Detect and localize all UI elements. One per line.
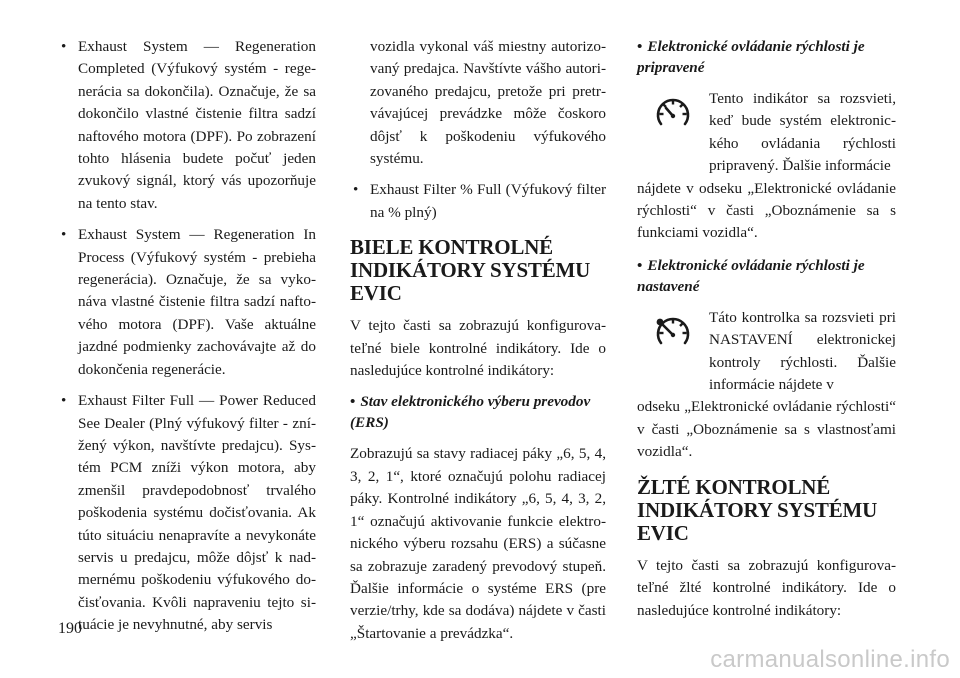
page-number: 190 [58,620,82,637]
subsection-heading-text: Elektronické ovládanie rýchlosti je pripravené [637,38,865,76]
indicator-block-cruise-set [637,307,896,397]
indicator-block-cruise-ready [637,88,896,178]
cruise-set-icon [637,307,709,377]
bullet-icon: • [637,38,643,55]
list-item: • Exhaust System — Regeneration In Process (Výfukový systém - prebieha regenerácia). Označuje, že sa vykonáva vlastné čistenie filtra sadzí naftového motora (DPF). Vaše aktuálne jazdné podmienky zachovávajte až do dokončenia regenerácie. [58,224,316,381]
indicator-description-continued: nájdete v odseku „Elektronické ovládanie rýchlosti“ v časti „Oboznámenie sa s funkciami vozidla“. [637,179,896,242]
bullet-icon: • [350,393,356,411]
indicator-description-continued: odseku „Elektronické ovládanie rýchlosti“ v časti „Oboznámenie sa s vlastnosťami vozidla“. [637,398,896,461]
list-item: • Exhaust Filter Full — Power Reduced See Dealer (Plný výfukový filter - znížený výkon, navštívte predajcu). Systém PCM zníži výkon motora, aby zmenšil pravdepodobnosť trvalého poškodenia systému dočisťovania. Ak túto situáciu nenapravíte a nevykonáte servis u predajcu, môže dôjsť k nadmernému poškodeniu výfukového dočisťovania. Kvôli napraveniu tejto situácie je nevyhnutné, aby servis [58,390,316,636]
section-heading-yellow-indicators: ŽLTÉ KONTROLNÉ INDIKÁTORY SYSTÉMU EVIC [637,474,878,545]
subsection-heading-cruise-set [637,255,896,297]
list-item: • Exhaust System — Regeneration Completed (Výfukový systém - regenerácia sa dokončila). Označuje, že sa dokončilo vlastné čistenie filtra sadzí naftového motora (DPF). Po zobrazení tohto hlásenia budete počuť jeden zvukový signál, ktorý vás upozorňuje na tento stav. [58,36,316,215]
list-item-continuation: vozidla vykonal váš miestny autorizovaný predajca. Navštívte vášho autorizovaného predajcu, pretože pri pretrvávajúcej prevádzke môže čoskoro dôjsť k poškodeniu výfukového systému. [370,38,606,168]
subsection-heading-text: Stav elektronického výberu prevodov (ERS) [350,393,591,432]
indicator-description: Táto kontrolka sa rozsvieti pri NASTAVENÍ elektronickej kontroly rýchlosti. Ďalšie informácie nájdete v [709,308,896,394]
section-heading-white-indicators: BIELE KONTROLNÉ INDIKÁTORY SYSTÉMU EVIC [350,235,591,306]
column-left [58,36,316,646]
subsection-heading-cruise-ready [637,36,896,78]
subsection-heading-ers [350,391,606,433]
section-intro: V tejto časti sa zobrazujú konfigurovateľné biele kontrolné indikátory. Ide o nasledujúce kontrolné indikátory: [350,317,606,380]
column-right [637,36,896,631]
bullet-icon: • [637,256,643,274]
subsection-heading-text: Elektronické ovládanie rýchlosti je nastavené [637,256,865,295]
speedometer-icon [637,88,709,158]
subsection-text-ers: Zobrazujú sa stavy radiacej páky „6, 5, 4, 3, 2, 1“, ktoré označujú polohu radiacej páky. Kontrolné indikátory „6, 5, 4, 3, 2, 1“ označujú aktivovanie funkcie elektronického výberu rozsahu (ERS) a súčasne sa zobrazuje zaradený prevodový stupeň. Ďalšie informácie o systéme ERS (pre verzie/trhy, kde sa dodáva) nájdete v časti „Štartovanie a prevádzka“. [350,445,606,642]
list-item: • Exhaust Filter % Full (Výfukový filter na % plný) [350,179,606,224]
watermark: carmanualsonline.info [710,646,950,673]
indicator-description: Tento indikátor sa rozsvieti, keď bude systém elektronického ovládania rýchlosti pripravený. Ďalšie informácie [709,90,896,175]
message-list [58,36,316,637]
column-middle [350,36,606,654]
section-intro: V tejto časti sa zobrazujú konfigurovateľné žlté kontrolné indikátory. Ide o nasledujúce kontrolné indikátory: [637,556,896,619]
message-list [350,179,606,224]
